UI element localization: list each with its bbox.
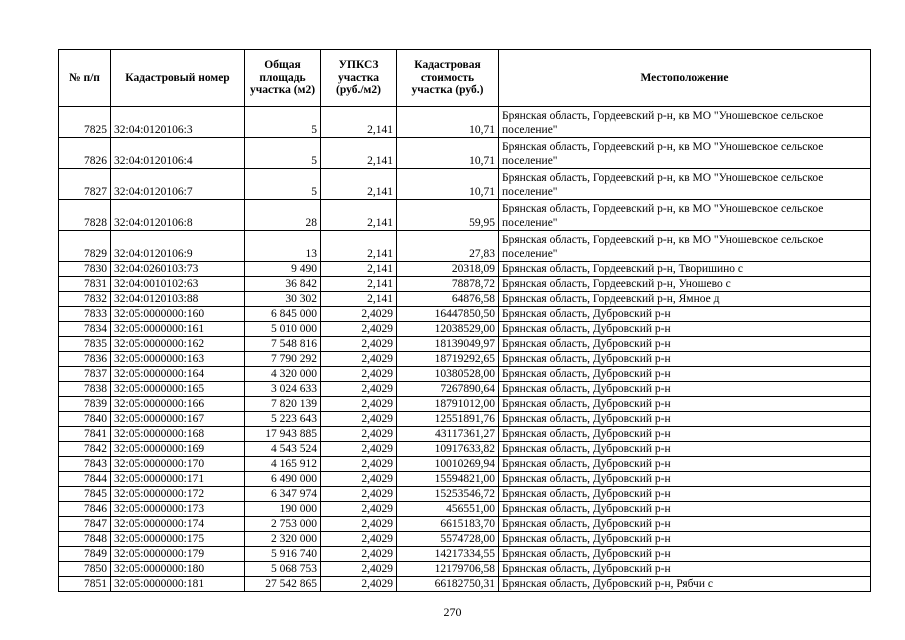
row-num-cell: 7847 [59,517,111,532]
area-cell: 36 842 [245,277,321,292]
cadastral-number-cell: 32:05:0000000:181 [111,577,245,592]
table-row [59,487,871,502]
table-row [59,562,871,577]
table-header-row [59,50,871,107]
cadastral-number-cell: 32:05:0000000:169 [111,442,245,457]
cost-cell: 456551,00 [397,502,499,517]
area-cell: 5 223 643 [245,412,321,427]
row-num-cell: 7851 [59,577,111,592]
area-cell: 5 010 000 [245,322,321,337]
area-cell: 5 [245,107,321,138]
area-cell: 6 845 000 [245,307,321,322]
row-num-cell: 7830 [59,262,111,277]
row-num-cell: 7845 [59,487,111,502]
cadastral-number-cell: 32:05:0000000:161 [111,322,245,337]
cost-cell: 5574728,00 [397,532,499,547]
table-row [59,502,871,517]
upksz-cell: 2,141 [321,277,397,292]
cost-cell: 18791012,00 [397,397,499,412]
cost-cell: 12038529,00 [397,322,499,337]
upksz-cell: 2,141 [321,169,397,200]
cadastral-number-cell: 32:04:0010102:63 [111,277,245,292]
cadastral-number-cell: 32:04:0120103:88 [111,292,245,307]
table-row [59,337,871,352]
location-cell: Брянская область, Гордеевский р-н, Уношево с [499,277,871,292]
table-row [59,532,871,547]
cost-cell: 10917633,82 [397,442,499,457]
cost-cell: 6615183,70 [397,517,499,532]
location-cell: Брянская область, Дубровский р-н [499,532,871,547]
cost-cell: 27,83 [397,231,499,262]
row-num-cell: 7834 [59,322,111,337]
upksz-cell: 2,4029 [321,517,397,532]
area-cell: 6 490 000 [245,472,321,487]
table-row [59,412,871,427]
table-row [59,322,871,337]
row-num-cell: 7842 [59,442,111,457]
table-row [59,231,871,262]
upksz-cell: 2,4029 [321,412,397,427]
location-cell: Брянская область, Дубровский р-н [499,502,871,517]
upksz-cell: 2,4029 [321,307,397,322]
cost-cell: 15253546,72 [397,487,499,502]
cost-cell: 43117361,27 [397,427,499,442]
row-num-cell: 7840 [59,412,111,427]
location-cell: Брянская область, Дубровский р-н [499,472,871,487]
location-cell: Брянская область, Дубровский р-н [499,547,871,562]
location-cell: Брянская область, Дубровский р-н [499,427,871,442]
location-cell: Брянская область, Дубровский р-н [499,487,871,502]
row-num-cell: 7848 [59,532,111,547]
table-row [59,397,871,412]
cost-cell: 10010269,94 [397,457,499,472]
row-num-cell: 7826 [59,138,111,169]
cadastral-number-cell: 32:05:0000000:168 [111,427,245,442]
cadastral-number-cell: 32:04:0260103:73 [111,262,245,277]
upksz-cell: 2,4029 [321,547,397,562]
table-row [59,577,871,592]
cadastral-number-cell: 32:05:0000000:172 [111,487,245,502]
cost-cell: 66182750,31 [397,577,499,592]
location-cell: Брянская область, Гордеевский р-н, кв МО "Уношевское сельское поселение" [499,107,871,138]
upksz-cell: 2,141 [321,231,397,262]
cost-cell: 10,71 [397,107,499,138]
area-cell: 190 000 [245,502,321,517]
header-cost: Кадастровая стоимость участка (руб.) [397,50,499,107]
location-cell: Брянская область, Гордеевский р-н, кв МО "Уношевское сельское поселение" [499,231,871,262]
row-num-cell: 7835 [59,337,111,352]
row-num-cell: 7825 [59,107,111,138]
location-cell: Брянская область, Дубровский р-н [499,352,871,367]
table-row [59,352,871,367]
table-row [59,307,871,322]
cost-cell: 12551891,76 [397,412,499,427]
cadastral-number-cell: 32:04:0120106:7 [111,169,245,200]
row-num-cell: 7827 [59,169,111,200]
row-num-cell: 7831 [59,277,111,292]
area-cell: 3 024 633 [245,382,321,397]
row-num-cell: 7837 [59,367,111,382]
row-num-cell: 7829 [59,231,111,262]
row-num-cell: 7836 [59,352,111,367]
cost-cell: 59,95 [397,200,499,231]
row-num-cell: 7841 [59,427,111,442]
cost-cell: 18719292,65 [397,352,499,367]
area-cell: 5 [245,169,321,200]
table-row [59,138,871,169]
location-cell: Брянская область, Дубровский р-н [499,412,871,427]
header-upksz: УПКСЗ участка (руб./м2) [321,50,397,107]
area-cell: 9 490 [245,262,321,277]
location-cell: Брянская область, Дубровский р-н [499,442,871,457]
table-row [59,427,871,442]
cadastral-number-cell: 32:05:0000000:164 [111,367,245,382]
cost-cell: 20318,09 [397,262,499,277]
location-cell: Брянская область, Гордеевский р-н, Творишино с [499,262,871,277]
area-cell: 4 165 912 [245,457,321,472]
cadastral-number-cell: 32:05:0000000:167 [111,412,245,427]
cost-cell: 64876,58 [397,292,499,307]
cost-cell: 14217334,55 [397,547,499,562]
upksz-cell: 2,4029 [321,562,397,577]
upksz-cell: 2,4029 [321,532,397,547]
page-number: 270 [443,605,462,619]
location-cell: Брянская область, Дубровский р-н [499,382,871,397]
row-num-cell: 7843 [59,457,111,472]
cadastral-number-cell: 32:04:0120106:4 [111,138,245,169]
cadastral-number-cell: 32:05:0000000:170 [111,457,245,472]
location-cell: Брянская область, Дубровский р-н [499,367,871,382]
header-num: № п/п [59,50,111,107]
cost-cell: 7267890,64 [397,382,499,397]
table-row [59,277,871,292]
cost-cell: 10,71 [397,169,499,200]
upksz-cell: 2,4029 [321,352,397,367]
location-cell: Брянская область, Дубровский р-н [499,307,871,322]
location-cell: Брянская область, Гордеевский р-н, кв МО "Уношевское сельское поселение" [499,138,871,169]
area-cell: 7 548 816 [245,337,321,352]
upksz-cell: 2,4029 [321,427,397,442]
location-cell: Брянская область, Дубровский р-н [499,457,871,472]
area-cell: 5 916 740 [245,547,321,562]
header-location: Местоположение [499,50,871,107]
location-cell: Брянская область, Гордеевский р-н, кв МО "Уношевское сельское поселение" [499,169,871,200]
row-num-cell: 7849 [59,547,111,562]
location-cell: Брянская область, Дубровский р-н [499,337,871,352]
table-row [59,169,871,200]
location-cell: Брянская область, Гордеевский р-н, Ямное д [499,292,871,307]
cost-cell: 16447850,50 [397,307,499,322]
location-cell: Брянская область, Дубровский р-н [499,322,871,337]
upksz-cell: 2,4029 [321,397,397,412]
table-row [59,472,871,487]
row-num-cell: 7838 [59,382,111,397]
upksz-cell: 2,4029 [321,487,397,502]
table-row [59,367,871,382]
location-cell: Брянская область, Дубровский р-н [499,562,871,577]
cadastral-number-cell: 32:05:0000000:179 [111,547,245,562]
area-cell: 4 543 524 [245,442,321,457]
area-cell: 5 [245,138,321,169]
row-num-cell: 7828 [59,200,111,231]
table-row [59,382,871,397]
area-cell: 13 [245,231,321,262]
cadastral-number-cell: 32:05:0000000:165 [111,382,245,397]
upksz-cell: 2,4029 [321,457,397,472]
area-cell: 5 068 753 [245,562,321,577]
table-row [59,517,871,532]
location-cell: Брянская область, Дубровский р-н, Рябчи с [499,577,871,592]
header-cadastral-number: Кадастровый номер [111,50,245,107]
cost-cell: 15594821,00 [397,472,499,487]
table-row [59,262,871,277]
upksz-cell: 2,141 [321,107,397,138]
cost-cell: 18139049,97 [397,337,499,352]
upksz-cell: 2,4029 [321,502,397,517]
row-num-cell: 7839 [59,397,111,412]
cadastral-number-cell: 32:05:0000000:174 [111,517,245,532]
row-num-cell: 7832 [59,292,111,307]
area-cell: 7 790 292 [245,352,321,367]
upksz-cell: 2,141 [321,262,397,277]
upksz-cell: 2,4029 [321,322,397,337]
table-row [59,547,871,562]
cadastral-table [58,49,871,592]
upksz-cell: 2,4029 [321,442,397,457]
upksz-cell: 2,141 [321,138,397,169]
area-cell: 27 542 865 [245,577,321,592]
cost-cell: 10380528,00 [397,367,499,382]
cadastral-number-cell: 32:05:0000000:173 [111,502,245,517]
table-row [59,442,871,457]
cadastral-number-cell: 32:04:0120106:3 [111,107,245,138]
location-cell: Брянская область, Дубровский р-н [499,397,871,412]
cadastral-number-cell: 32:05:0000000:162 [111,337,245,352]
upksz-cell: 2,4029 [321,577,397,592]
upksz-cell: 2,4029 [321,367,397,382]
cadastral-number-cell: 32:05:0000000:160 [111,307,245,322]
area-cell: 28 [245,200,321,231]
upksz-cell: 2,4029 [321,472,397,487]
cadastral-number-cell: 32:05:0000000:175 [111,532,245,547]
row-num-cell: 7844 [59,472,111,487]
area-cell: 17 943 885 [245,427,321,442]
upksz-cell: 2,4029 [321,382,397,397]
table-row [59,292,871,307]
table-row [59,107,871,138]
cost-cell: 78878,72 [397,277,499,292]
cost-cell: 12179706,58 [397,562,499,577]
area-cell: 2 753 000 [245,517,321,532]
cadastral-number-cell: 32:05:0000000:166 [111,397,245,412]
table-row [59,200,871,231]
cadastral-number-cell: 32:04:0120106:8 [111,200,245,231]
row-num-cell: 7846 [59,502,111,517]
cadastral-number-cell: 32:05:0000000:163 [111,352,245,367]
area-cell: 6 347 974 [245,487,321,502]
location-cell: Брянская область, Дубровский р-н [499,517,871,532]
cost-cell: 10,71 [397,138,499,169]
table-row [59,457,871,472]
area-cell: 2 320 000 [245,532,321,547]
area-cell: 30 302 [245,292,321,307]
cadastral-number-cell: 32:04:0120106:9 [111,231,245,262]
location-cell: Брянская область, Гордеевский р-н, кв МО "Уношевское сельское поселение" [499,200,871,231]
area-cell: 4 320 000 [245,367,321,382]
upksz-cell: 2,141 [321,292,397,307]
row-num-cell: 7833 [59,307,111,322]
area-cell: 7 820 139 [245,397,321,412]
row-num-cell: 7850 [59,562,111,577]
cadastral-number-cell: 32:05:0000000:171 [111,472,245,487]
header-area: Общая площадь участка (м2) [245,50,321,107]
upksz-cell: 2,4029 [321,337,397,352]
cadastral-number-cell: 32:05:0000000:180 [111,562,245,577]
upksz-cell: 2,141 [321,200,397,231]
